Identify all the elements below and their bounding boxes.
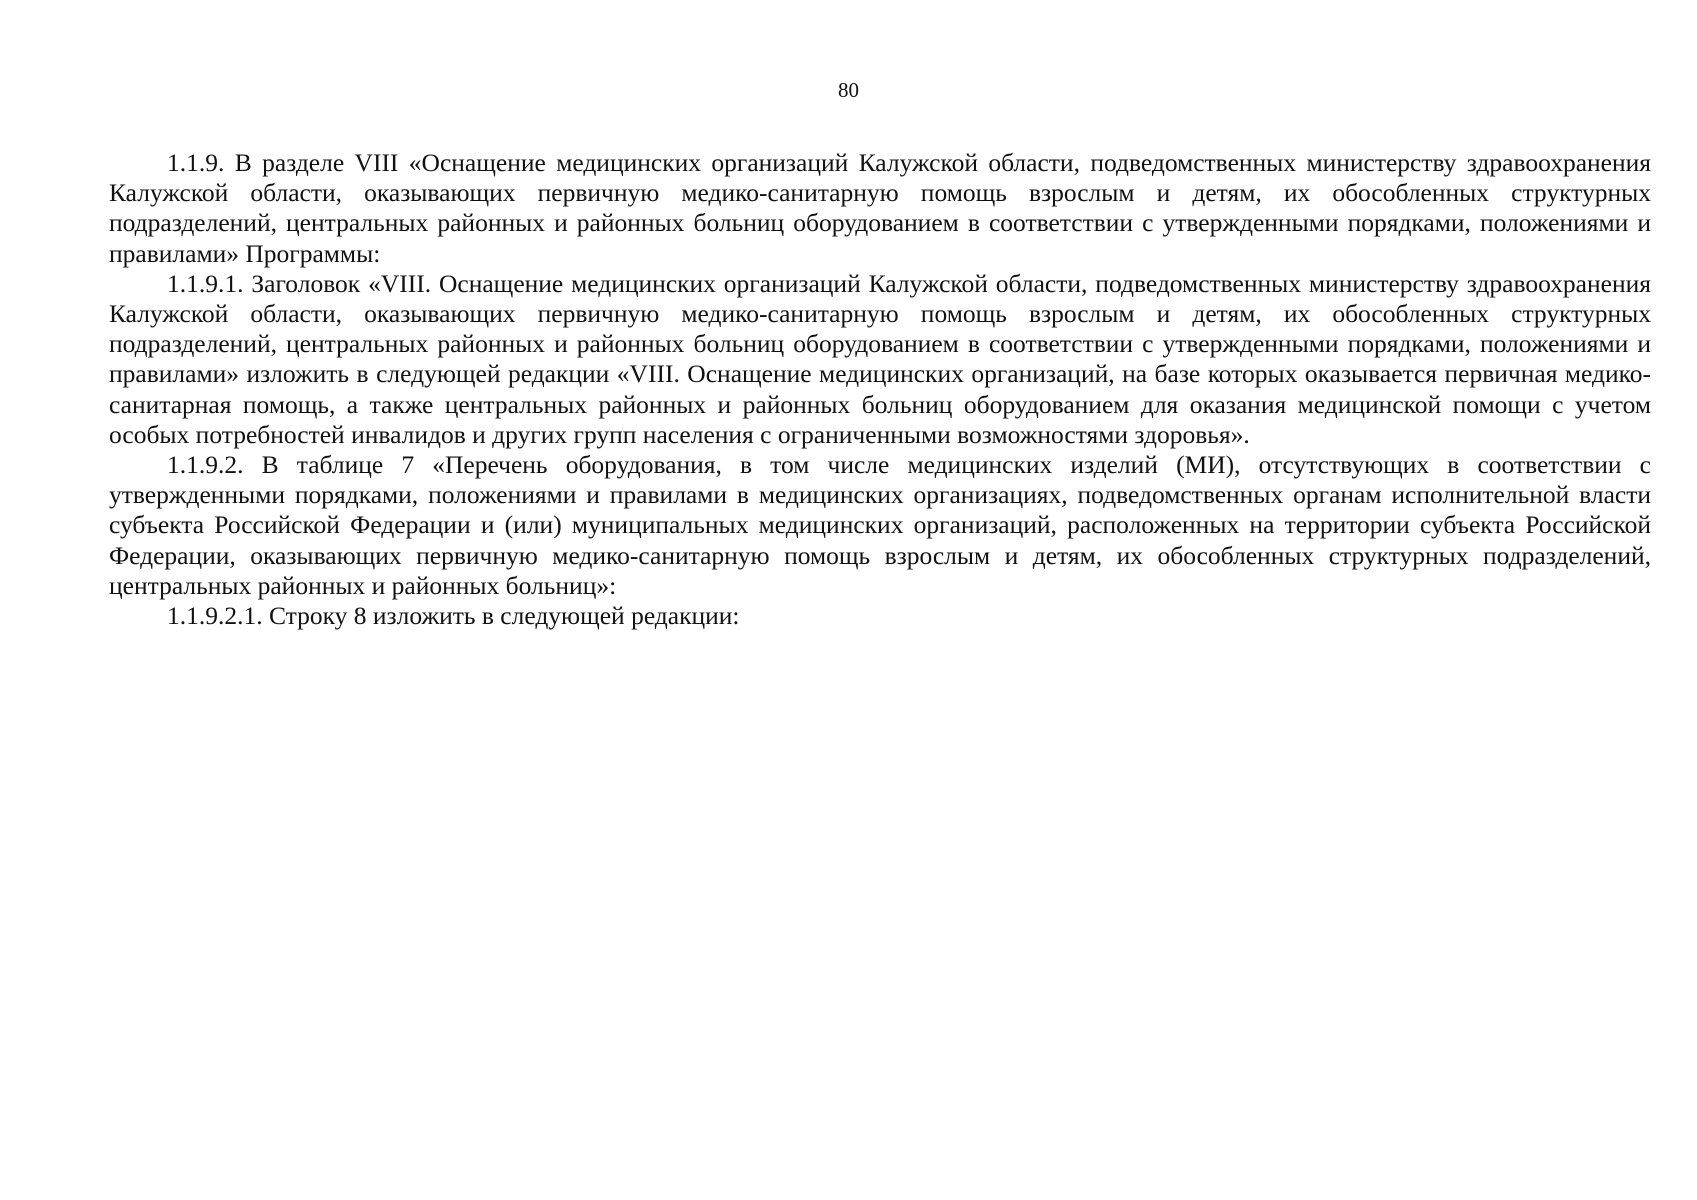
paragraph-1-1-9-1: 1.1.9.1. Заголовок «VIII. Оснащение медицинских организаций Калужской области, подведомственных министерству здравоохранения Калужской области, оказывающих первичную медико-санитарную помощь взрослым и детям, их обособленных структурных подразделений, центральных районных и районных больниц оборудованием в соответствии с утвержденными порядками, положениями и правилами» изложить в следующей редакции «VIII. Оснащение медицинских организаций, на базе которых оказывается первичная медико-санитарная помощь, а также центральных районных и районных больниц оборудованием для оказания медицинской помощи с учетом особых потребностей инвалидов и других групп населения с ограниченными возможностями здоровья». <box>109 268 1651 449</box>
document-body <box>109 148 1651 631</box>
paragraph-1-1-9-2: 1.1.9.2. В таблице 7 «Перечень оборудования, в том числе медицинских изделий (МИ), отсутствующих в соответствии с утвержденными порядками, положениями и правилами в медицинских организациях, подведомственных органам исполнительной власти субъекта Российской Федерации и (или) муниципальных медицинских организаций, расположенных на территории субъекта Российской Федерации, оказывающих первичную медико-санитарную помощь взрослым и детям, их обособленных структурных подразделений, центральных районных и районных больниц»: <box>109 450 1651 600</box>
paragraph-1-1-9-2-1: 1.1.9.2.1. Строку 8 изложить в следующей редакции: <box>167 601 740 631</box>
paragraph-1-1-9: 1.1.9. В разделе VIII «Оснащение медицинских организаций Калужской области, подведомственных министерству здравоохранения Калужской области, оказывающих первичную медико-санитарную помощь взрослым и детям, их обособленных структурных подразделений, центральных районных и районных больниц оборудованием в соответствии с утвержденными порядками, положениями и правилами» Программы: <box>109 148 1651 268</box>
page-number: 80 <box>838 78 859 102</box>
